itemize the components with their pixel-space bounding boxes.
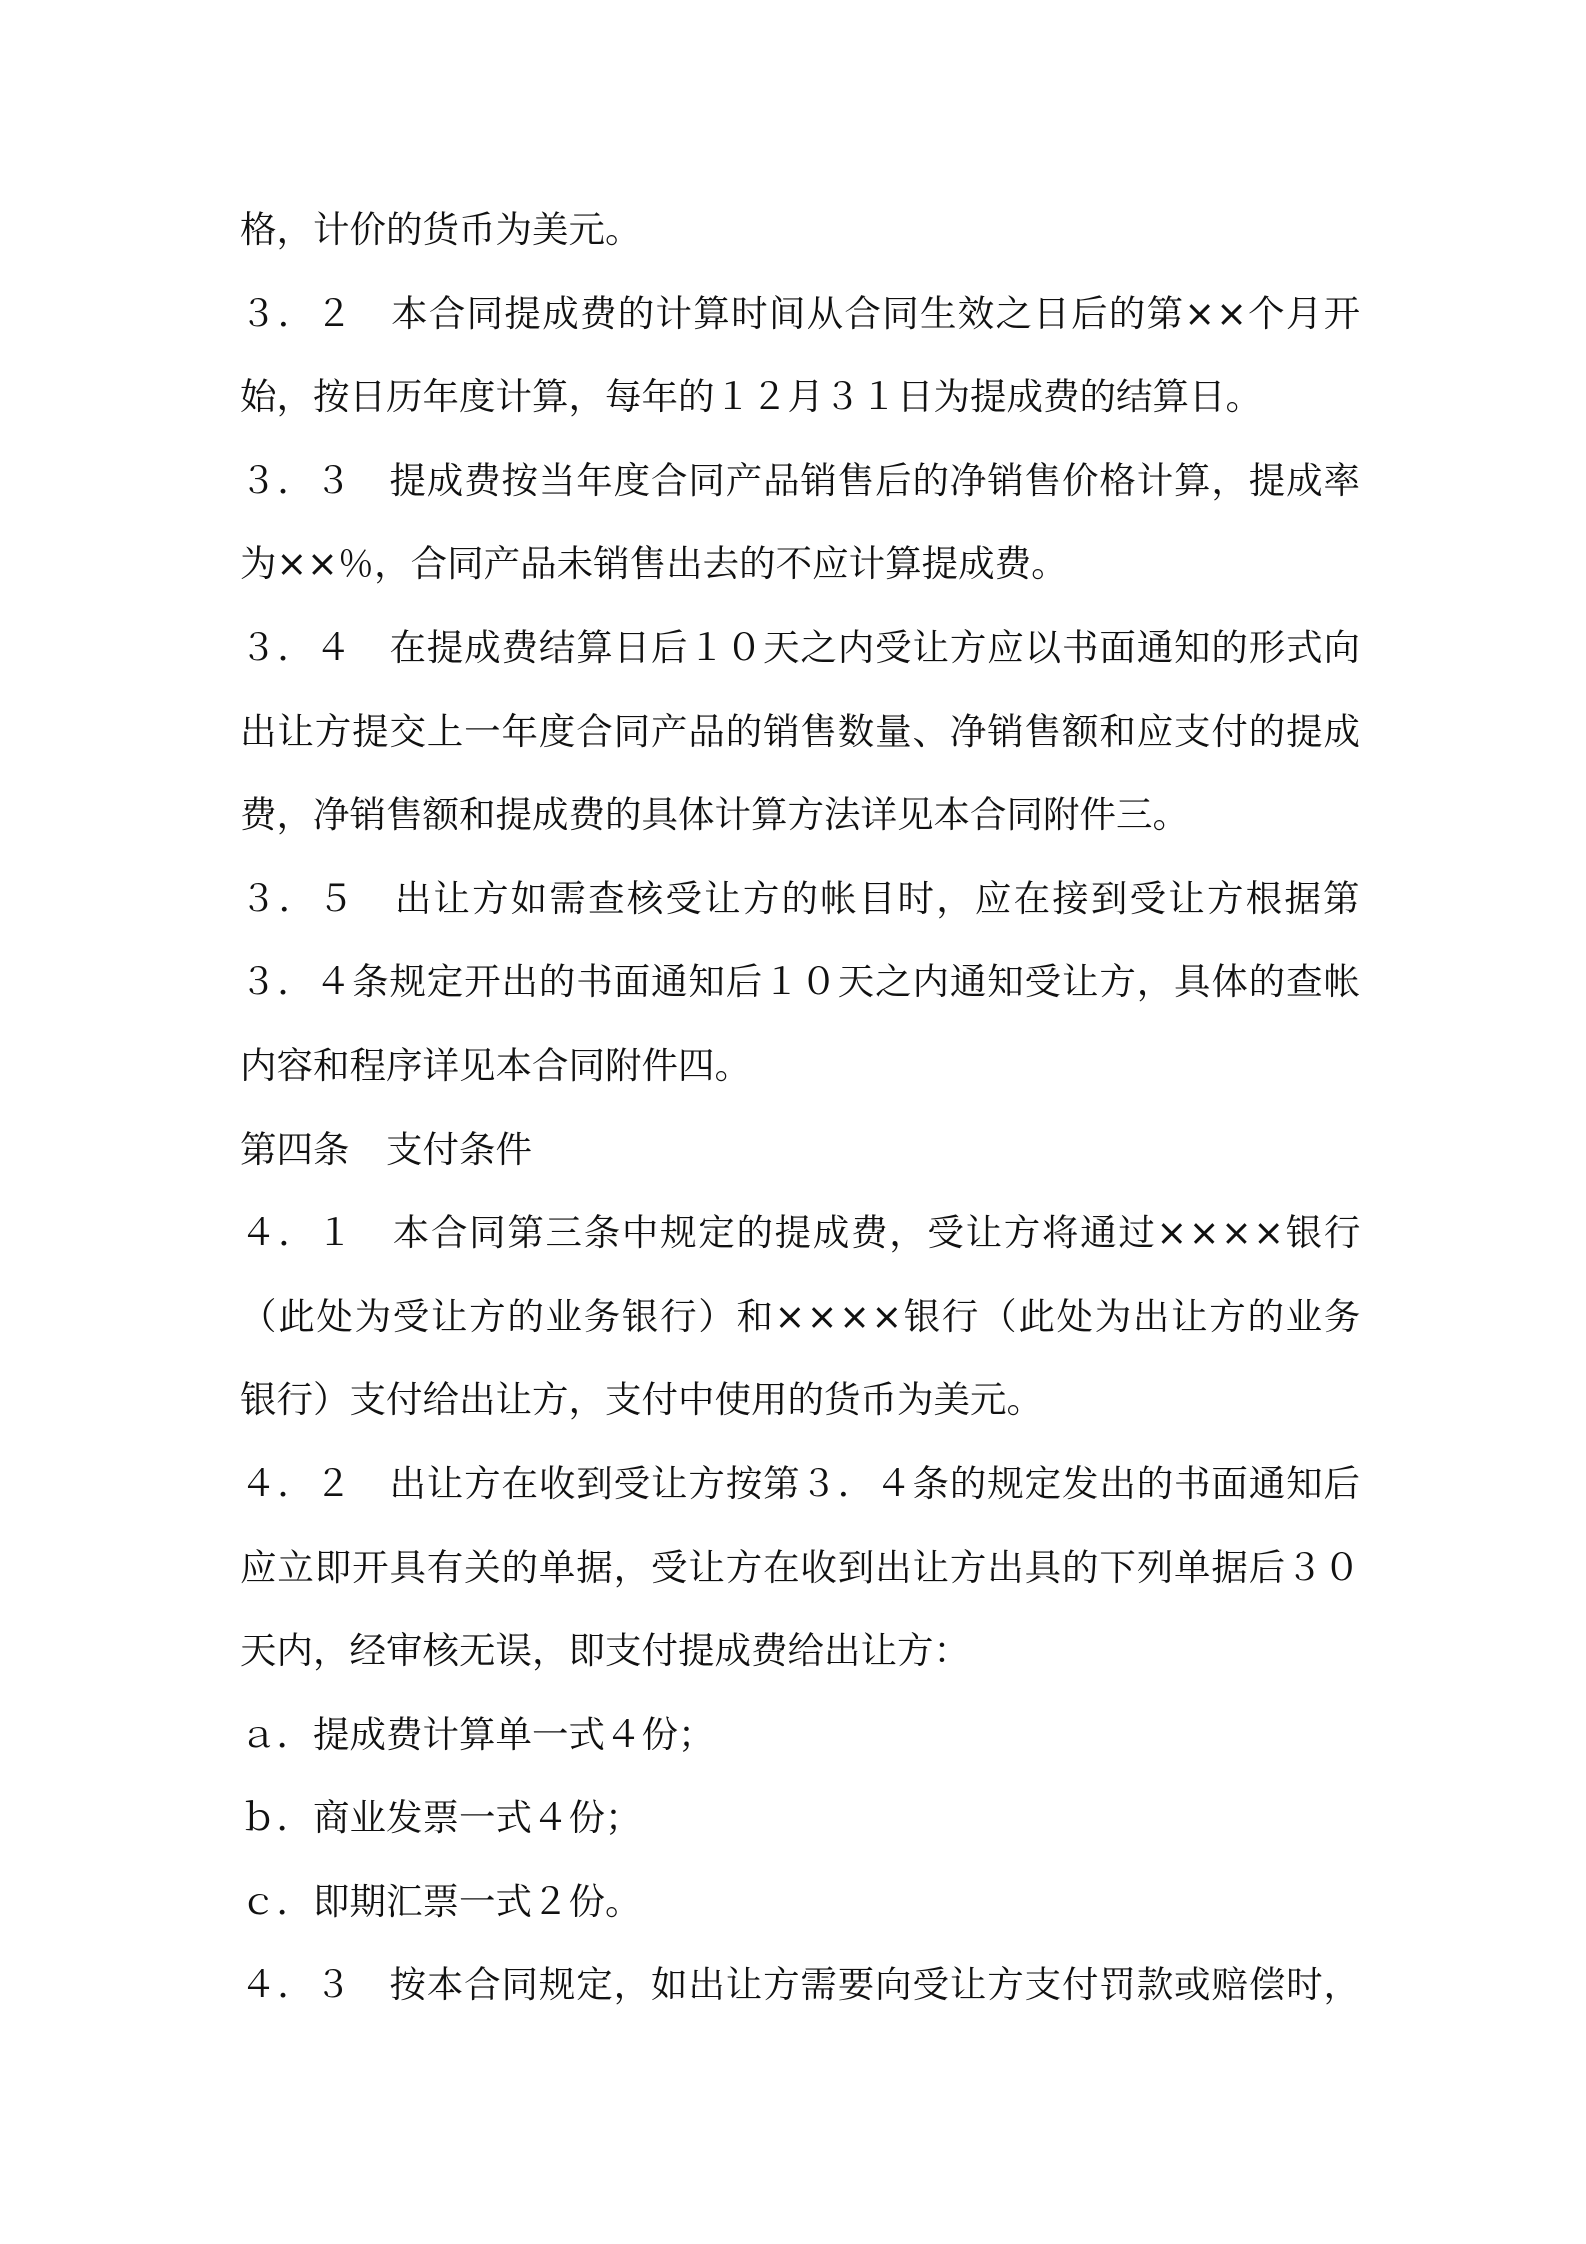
- text-line-16: ４．２ 出让方在收到受让方按第３．４条的规定发出的书面通知后: [240, 1461, 1361, 1505]
- text-line-10: ３．４条规定开出的书面通知后１０天之内通知受让方，具体的查帐: [240, 960, 1361, 1004]
- text-line-9: ３．５ 出让方如需查核受让方的帐目时，应在接到受让方根据第: [240, 876, 1362, 920]
- text-line-6: ３．４ 在提成费结算日后１０天之内受让方应以书面通知的形式向: [240, 625, 1361, 669]
- text-line-14: （此处为受让方的业务银行）和××××银行（此处为出让方的业务: [240, 1294, 1363, 1338]
- text-line-3: 始，按日历年度计算，每年的１２月３１日为提成费的结算日。: [240, 375, 1262, 419]
- text-line-1: 格，计价的货币为美元。: [240, 208, 642, 251]
- contract-text: [240, 196, 1363, 2035]
- text-line-17: 应立即开具有关的单据，受让方在收到出让方出具的下列单据后３０: [240, 1545, 1361, 1589]
- text-line-15: 银行）支付给出让方，支付中使用的货币为美元。: [240, 1378, 1043, 1422]
- text-line-13: ４．１ 本合同第三条中规定的提成费，受让方将通过××××银行: [240, 1211, 1363, 1255]
- text-line-22: ４．３ 按本合同规定，如出让方需要向受让方支付罚款或赔偿时，: [240, 1963, 1361, 2007]
- section-heading: 第四条 支付条件: [240, 1127, 532, 1171]
- list-item-a: ａ．提成费计算单一式４份；: [240, 1712, 715, 1756]
- list-item-c: ｃ．即期汇票一式２份。: [240, 1879, 642, 1923]
- text-line-8: 费，净销售额和提成费的具体计算方法详见本合同附件三。: [240, 793, 1189, 837]
- text-line-18: 天内，经审核无误，即支付提成费给出让方：: [240, 1629, 970, 1673]
- text-line-5: 为××％，合同产品未销售出去的不应计算提成费。: [240, 542, 1068, 586]
- text-line-7: 出让方提交上一年度合同产品的销售数量、净销售额和应支付的提成: [240, 709, 1361, 753]
- text-line-11: 内容和程序详见本合同附件四。: [240, 1043, 751, 1087]
- text-line-2: ３．２ 本合同提成费的计算时间从合同生效之日后的第××个月开: [240, 291, 1362, 335]
- text-line-4: ３．３ 提成费按当年度合同产品销售后的净销售价格计算，提成率: [240, 458, 1361, 502]
- list-item-b: ｂ．商业发票一式４份；: [240, 1796, 642, 1840]
